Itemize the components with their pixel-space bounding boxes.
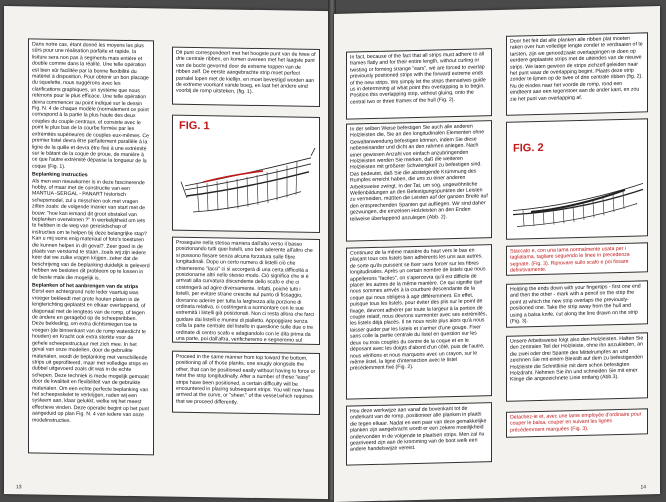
english-text-box-right [346, 48, 492, 120]
page-number-left: 13 [16, 484, 22, 491]
dutch-text-right: Hou deze werkwijze aan vanaf de bovenkant tot de onderkant van de romp, positioneer alle planken in plaats die tegen elkaar. Nadat en een paar van deze gemakkelijke planken zijn aangebracht wordt er een zekere moeilijkheid ondervonden in de volgende te plaatsen strips. Men zal nu gearriveerd zijn aan de kromming van de boot welk een andere handelswijze vereist. [350, 405, 487, 454]
english-overlap-text: In fact, because of the fact that all strips must adhere to all frames flatly and for their entire length, without curling or twisting or forming strange "ears", we are forced to overlap previously positioned strips with the forward extreme ends of the new strips. We simply let the strips themselves guide us in determining at what point this overlapping is to begin. Position this overlapping strip, without gluing, onto the central two or three frames of the hull (Fig. 2). [350, 51, 486, 106]
french-intro-text: Dans notre cas, étant donné les moyens les plus sûrs pour une réalisation parfaite et rapide, la lisiture sera non pas à segments mais entière et double comme dans la réalité. Une telle opération est bien sûr facilitée par la bonne flexibilité du matériel à disposition. Pour obtenir un bon placage du squelette, nous suggérons avec les clarifications graphiques, un système que nous retenons pour le plus efficace. Une telle opération devra commencer au point indiqué sur le dessin Fig. N. 4 de chaque modèle (normalement ce point correspond à la partie la plus haute des deux couples du couple centraux, et consiste avec le point le plus bas de la courbe formée par les extrémités supérieures de couples eux-mêmes. Ce premier listel devra être parfaitement parallèle à la ligne de la quille et devra être fixé à une extrémité sur le bâtant de la coque de proue, de manière à ce que l'autre extrémité dépasse la longueur de la coque (Fig. 1). [32, 41, 150, 170]
figure-1 [172, 115, 320, 233]
dutch-overlap-text: Door het feit dat alle planken alle ribben plat moeten raken over hun volledige lengte zonder te verdraaien of te tarsten, zijn we genoodzaakt overlappingen te doen op eerdere geplaatste strips met de uiteindes van de nieuwe strips. We laten gewoon de strips zichzelf geleiden naar het punt waar de overlapping begint. Plaats deze strip zonder te lijmen op de twee of drie centrale ribben (fig. 2). Nu de eindes naar het voorde de romp, rond een eindteent aan een tegenstoer aan de ander kant, en zou zie het punt van overlapping af. [510, 35, 643, 103]
left-column-2-top [172, 47, 320, 107]
dutch-text-box-top-right [506, 32, 648, 115]
figure-2-label: FIG. 2 [513, 141, 544, 155]
italian-cut-text: Staccato e, con una lama normalmente usata per i taglialama, tagliare seguendo le linee in precedenza segnate. (Fig. 3). Riprovare sullo scafo e poi fissare definitivamente. [510, 245, 630, 274]
figure-2 [506, 118, 648, 239]
left-page [4, 6, 330, 499]
french-text-box [346, 244, 492, 400]
dutch-planking-text: Als men een nieuwkomer is in deze fascinerende hobby, of maar met de constructie van een MANTUA -SERGAL - PANART historisch schepsmodel, zul u misschien ook met vragen zitten zoals: de volgende manier van start met de bouw: "hoe kan iemand dit groot obstakel van beplanken overwinnen ?" In werkelijkheid om iets te hebben in de weg van geresidschap of instructies om te helpen bij deze belangrijke stap? Kan u mij soms enig materiaal of foto's toesturen die kunnen helpen in dit geval?. Zeer goed in de plaats van verstomd te staan, zoals wij zijn iedere keer dat we zulke vragen krijgen, zeker dat de beschrijving van de beplanking duidelijk is geleverd hebben we besloten dit probleem op te lossen in de beste male die mogelijk is. [32, 177, 150, 282]
english-text-box [172, 351, 320, 415]
hull-skeleton-drawing-2 [507, 119, 648, 239]
dutch-strips-text: Eerst een achtergrond note leder vaartuig was vroeger bekleedt met grote houten platen in de lengterichting geplaatst en elkaar overlappend, of diagonaal met de lengteas van de romp, of tegen de andere en geragebd op de scheepsribben. Deze bekleding, om extra dichtsmiegen toe te voegen (de binnenkant van de romp waterdicht te houden) en Kracht ook extra sterkte voor de gehele scheepsstructuur met zich mee. In het geval van onze modellen, door de gebruikte materialen, wordt de beplanking met verschillende strips uit geprofiteerd, maar met volledige strips en dubbel uitgevoerd zoals dit was in de echte schepen. Deze techniek is mede mogelijk gemaakt door de kwaliteit en flexibiliteit van de gebruikte materialen. Om een echte perfecte beplanking van het scheepsskelet te verkrijgen, raden wij een systeem aan, klaar gelukkt, welke wij het meest effectieve vinden. Deze operatie begint op het punt aangeduid op plan Fig. N. 4 van iedere van onze modelinstructies. [32, 288, 149, 424]
italian-text: Proseguire nella stessa maniera dall'alto verso il basso posizionando tutti quei listelli, uno ben aderente all'altro che si possono fissare senza alcuna forzatura sulle fibre longitudinali. Dopo un certo numero di listelli ciò che chiameremo "lacci" ci si accorgerà di una certa difficoltà a posizionarne altri nello stesso modo. Ciò significa che si è arrivati alla curvatura discendente dello scafo e che ci costringerà ad agire diversamente. Infatti, poiché tutti i listelli, per evitare strane crescite sul punto di fissaggio, dovranno aderire per tutta la larghezza alla porzione di ordinata relativa, ci costringerà a sormontare con le sue estremità i listelli già posizionati. Non ci resta allora che farci guidare dai listelli e munirsi di pialletto. Appoggiare senza colla la parte centrale del listello in questione sulle due o tre ordinate di centro scafo e adagiandolo con le dita prima da una parte, poi dall'altra, verificheremo e segneremo sul [176, 239, 315, 344]
strips-heading: Beplanken of het aanbrengen van de strips [32, 282, 139, 291]
english-text: Proceed in the same manner from top toward the bottom, positioning all of those planks, one snugly alongside the other, that can be positioned easily without having to force or twist the strip longitudinally. After a number of these "easy" strips have been positioned, a certain difficulty will be encountered in placing subsequent strips. You will now have arrived at the curve, or "sheer," of the vessel,which requires that we proceed differently. [176, 353, 316, 406]
german-text: In der selben Weise befestigen Sie auch alle anderen Holzleisten die, Sie an den longitudinalen Elementen ohne Gewaltanwendung befestigen können, indem Sie diese nebeneinander und dicht an den rahmen anlegen. Nach einer gewissen Anzahl von einfach anzubringenden Holzleisten werden Sie merken, daß die weiteren Holzleisten mit größerer Schwierigkeit zu befestigen sind. Das bedeutet, daß Sie die absteigende Krümmung des Rumpfes erreicht haben, die uns zu einer anderen Arbeitsweise zwingt. In der Tat, um sog. ungewöhnliche Wellenbildungen an den Befestigungspunkten der Leisten zu vermeiden, müßten die Leisten auf der ganzen Breite auf den entsprechenden Spanten gut aufliegen. Wir sind daher gezwungen, die einzelnen Holzleisten an den Enden teilweise überlappend anzulegen (Abb. 2). [350, 123, 488, 223]
english-cut-text-box [506, 280, 648, 327]
italian-text-box-right [506, 242, 648, 275]
figure-1-label: FIG. 1 [179, 119, 210, 133]
french-cut-text: Détachez-le et, avec une lame employée d'ordinaire pour couper le balsa, couper en suivant les lignes précédemment marquées (Fig. 3). [510, 411, 642, 434]
english-cut-text: Holding the ends down with your fingertips - first one end and then the other - mark with a pencil on the strip the point at which the new strip overlaps the previously-positioned one. Take the strip away from the hull and using a balsa knife, cut along the line drawn on the strip (Fig. 3). [510, 283, 641, 325]
german-text-box [346, 120, 492, 242]
german-cut-text: Unsere Arbeitsweise folgt also den Holzleisten. Halten Sie den zentralen Teil der Holzleiste, ohne ihn anzukleben, an die zwei oder drei Spante des Mittelrumpfes an und zeichnen Sie mit einem Bleistift auf dem zu befestigenden Holzleiste die Schnittlinie mit dem schon befestigten Holzdraht. Nehmen Sie ihn und schneiden Sie mit einer Klinge die angezeichnete Linie entlang (Abb.3). [510, 335, 644, 384]
hull-skeleton-drawing-1 [173, 116, 320, 233]
italian-text-box [172, 237, 320, 345]
page-number-right: 14 [640, 484, 646, 491]
german-cut-text-box [506, 332, 648, 401]
french-text: Continuez de la même manière du haut vers le bas en plaçant tous ces listels bien adhérents les uns aux autres, de sorte qu'ils puissent se fixer sans forcer sur les fibres longitudinales. Après un certain nombre de listels que nous appellerons "faciles", on s'apercevra qu'il est difficile de placer les autres de la même manière. Ce qui signifie que nous sommes arrivés à la courbure descendante de la coque qui nous obligera à agir différemment. En effet, puisque tous les listels, pour éviter des plis sur le point de fixage, devront adhérer par toute la largeur à la portion de couple relatif, nous devrons surmonter avec ses extrémités, les listels déjà placés. Il ne nous reste plus alors qu'à nous laisser guider par les listels et s'armer d'une gouge. Fixer sans colle la partie centrale du listel en question sur les deux ou trois couples du centre de la coque et en le déposant avec les doigts d'abord d'un côté, puis de l'autre, nous vérifions et nous marquons avec un crayon, sur le même listel, la ligne d'intersection avec le listel précédemment fixé (Fig. 2). [350, 247, 487, 372]
dutch-fig1-text: Dit punt correspondeert met het hoogste punt van de twee of drie centrale ribben, en komen overeen met het laagste punt van de bocht gevormd door de extreme toppen van de ribben zelf. De eerste aangebrachte strip moet perfect parralel lopen met de kiellijn, en moet bevestigd worden aan de extreme voorkant vande boeg, en laat het andere eind voorbij de romp uitsteken, (fig. 1). [176, 49, 316, 96]
right-page [334, 6, 660, 502]
left-column-1 [28, 38, 154, 455]
french-cut-text-box [506, 408, 648, 437]
planking-heading: Beplanking instructies [32, 171, 88, 179]
dutch-text-box-right [346, 402, 492, 466]
